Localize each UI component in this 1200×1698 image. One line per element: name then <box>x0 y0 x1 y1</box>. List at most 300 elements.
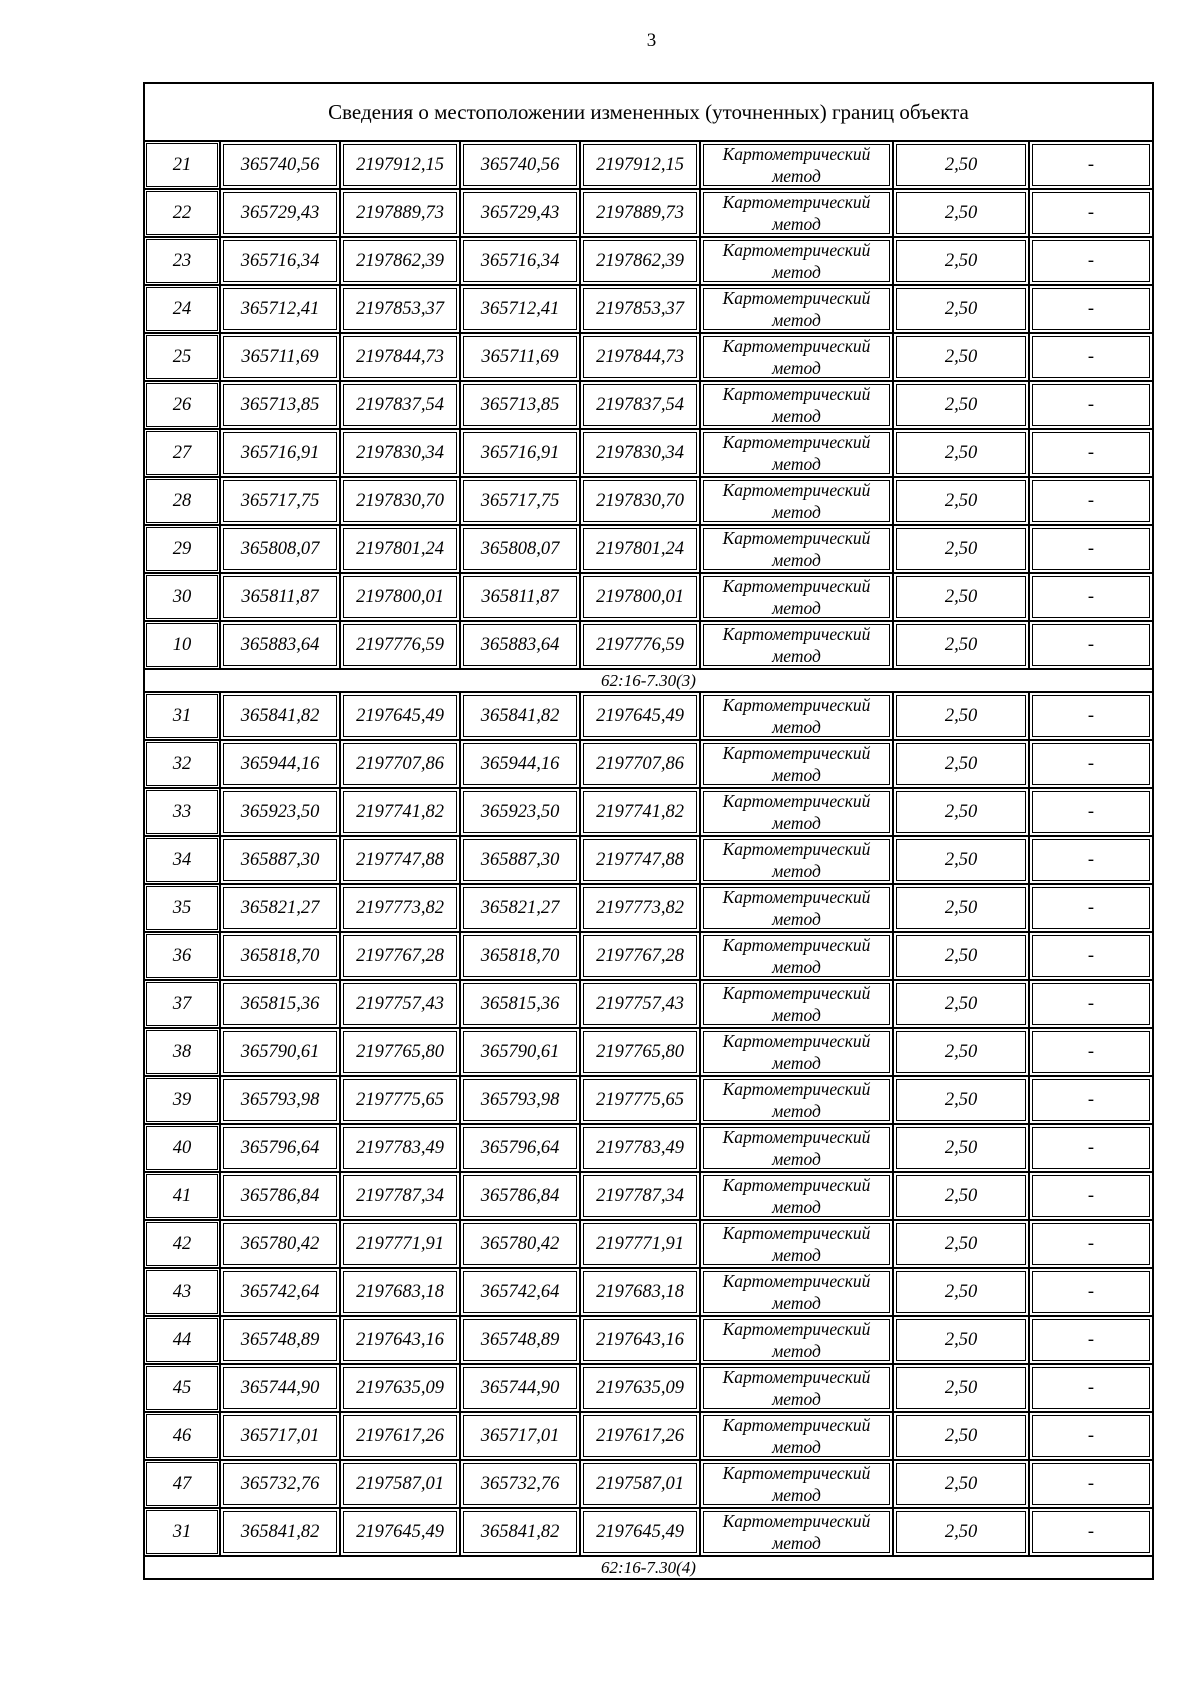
accuracy-cell: 2,50 <box>893 621 1029 669</box>
method-text: метод <box>772 861 821 881</box>
table-row <box>144 788 1153 836</box>
method-text: Картометрический <box>722 791 871 811</box>
method-text: метод <box>772 1293 821 1313</box>
description-cell: - <box>1029 1268 1153 1316</box>
method-text: Картометрический <box>722 1367 871 1387</box>
y-refined-cell: 2197862,39 <box>580 237 700 285</box>
method-text: Картометрический <box>722 743 871 763</box>
y-refined-cell: 2197757,43 <box>580 980 700 1028</box>
table-row <box>144 141 1153 189</box>
table-row <box>144 836 1153 884</box>
method-text: метод <box>772 454 821 474</box>
y-existing-cell: 2197844,73 <box>340 333 460 381</box>
point-number-cell: 35 <box>144 884 220 932</box>
y-existing-cell: 2197587,01 <box>340 1460 460 1508</box>
description-cell: - <box>1029 980 1153 1028</box>
accuracy-cell: 2,50 <box>893 932 1029 980</box>
x-existing-cell: 365716,34 <box>220 237 340 285</box>
method-cell <box>700 525 893 573</box>
table-row <box>144 525 1153 573</box>
x-refined-cell: 365796,64 <box>460 1124 580 1172</box>
x-existing-cell: 365712,41 <box>220 285 340 333</box>
x-existing-cell: 365790,61 <box>220 1028 340 1076</box>
y-refined-cell: 2197645,49 <box>580 1508 700 1556</box>
point-number-cell: 46 <box>144 1412 220 1460</box>
accuracy-cell: 2,50 <box>893 525 1029 573</box>
section-label: 62:16-7.30(4) <box>144 1556 1153 1579</box>
x-existing-cell: 365796,64 <box>220 1124 340 1172</box>
method-text: метод <box>772 1437 821 1457</box>
x-existing-cell: 365944,16 <box>220 740 340 788</box>
x-existing-cell: 365793,98 <box>220 1076 340 1124</box>
point-number-cell: 23 <box>144 237 220 285</box>
x-refined-cell: 365711,69 <box>460 333 580 381</box>
point-number-cell: 43 <box>144 1268 220 1316</box>
method-text: Картометрический <box>722 1319 871 1339</box>
x-refined-cell: 365923,50 <box>460 788 580 836</box>
accuracy-cell: 2,50 <box>893 1412 1029 1460</box>
y-refined-cell: 2197853,37 <box>580 285 700 333</box>
method-cell <box>700 1508 893 1556</box>
method-text: метод <box>772 1197 821 1217</box>
description-cell: - <box>1029 189 1153 237</box>
x-existing-cell: 365815,36 <box>220 980 340 1028</box>
method-cell <box>700 1316 893 1364</box>
description-cell: - <box>1029 692 1153 740</box>
method-text: метод <box>772 957 821 977</box>
method-cell <box>700 1076 893 1124</box>
x-refined-cell: 365944,16 <box>460 740 580 788</box>
y-refined-cell: 2197773,82 <box>580 884 700 932</box>
point-number-cell: 39 <box>144 1076 220 1124</box>
method-text: метод <box>772 1053 821 1073</box>
method-cell <box>700 740 893 788</box>
method-text: метод <box>772 1149 821 1169</box>
method-cell <box>700 1268 893 1316</box>
y-existing-cell: 2197853,37 <box>340 285 460 333</box>
x-existing-cell: 365841,82 <box>220 692 340 740</box>
x-existing-cell: 365818,70 <box>220 932 340 980</box>
accuracy-cell: 2,50 <box>893 189 1029 237</box>
y-existing-cell: 2197912,15 <box>340 141 460 189</box>
table-row <box>144 1076 1153 1124</box>
y-existing-cell: 2197801,24 <box>340 525 460 573</box>
description-cell: - <box>1029 237 1153 285</box>
method-cell <box>700 788 893 836</box>
x-refined-cell: 365713,85 <box>460 381 580 429</box>
method-text: Картометрический <box>722 576 871 596</box>
table-row <box>144 884 1153 932</box>
y-refined-cell: 2197889,73 <box>580 189 700 237</box>
x-existing-cell: 365742,64 <box>220 1268 340 1316</box>
y-refined-cell: 2197830,70 <box>580 477 700 525</box>
accuracy-cell: 2,50 <box>893 1076 1029 1124</box>
y-existing-cell: 2197767,28 <box>340 932 460 980</box>
x-existing-cell: 365887,30 <box>220 836 340 884</box>
table-row <box>144 621 1153 669</box>
y-refined-cell: 2197741,82 <box>580 788 700 836</box>
x-refined-cell: 365780,42 <box>460 1220 580 1268</box>
method-text: метод <box>772 813 821 833</box>
method-text: Картометрический <box>722 1031 871 1051</box>
table-row <box>144 932 1153 980</box>
method-text: Картометрический <box>722 1511 871 1531</box>
y-existing-cell: 2197776,59 <box>340 621 460 669</box>
y-refined-cell: 2197912,15 <box>580 141 700 189</box>
method-text: Картометрический <box>722 935 871 955</box>
x-existing-cell: 365716,91 <box>220 429 340 477</box>
description-cell: - <box>1029 788 1153 836</box>
method-cell <box>700 1364 893 1412</box>
method-text: Картометрический <box>722 983 871 1003</box>
method-cell <box>700 1412 893 1460</box>
accuracy-cell: 2,50 <box>893 141 1029 189</box>
description-cell: - <box>1029 525 1153 573</box>
accuracy-cell: 2,50 <box>893 237 1029 285</box>
x-existing-cell: 365883,64 <box>220 621 340 669</box>
description-cell: - <box>1029 740 1153 788</box>
description-cell: - <box>1029 621 1153 669</box>
description-cell: - <box>1029 1172 1153 1220</box>
method-cell <box>700 1124 893 1172</box>
y-existing-cell: 2197757,43 <box>340 980 460 1028</box>
accuracy-cell: 2,50 <box>893 333 1029 381</box>
method-text: Картометрический <box>722 432 871 452</box>
table-row <box>144 429 1153 477</box>
method-cell <box>700 1028 893 1076</box>
method-text: Картометрический <box>722 1223 871 1243</box>
point-number-cell: 41 <box>144 1172 220 1220</box>
method-text: метод <box>772 166 821 186</box>
y-refined-cell: 2197800,01 <box>580 573 700 621</box>
y-existing-cell: 2197741,82 <box>340 788 460 836</box>
y-refined-cell: 2197645,49 <box>580 692 700 740</box>
x-existing-cell: 365811,87 <box>220 573 340 621</box>
description-cell: - <box>1029 285 1153 333</box>
x-existing-cell: 365821,27 <box>220 884 340 932</box>
point-number-cell: 10 <box>144 621 220 669</box>
method-text: Картометрический <box>722 1463 871 1483</box>
x-existing-cell: 365711,69 <box>220 333 340 381</box>
method-text: метод <box>772 909 821 929</box>
page-number: 3 <box>646 30 657 51</box>
accuracy-cell: 2,50 <box>893 836 1029 884</box>
y-refined-cell: 2197830,34 <box>580 429 700 477</box>
x-refined-cell: 365742,64 <box>460 1268 580 1316</box>
method-cell <box>700 573 893 621</box>
method-text: Картометрический <box>722 1127 871 1147</box>
accuracy-cell: 2,50 <box>893 477 1029 525</box>
x-existing-cell: 365780,42 <box>220 1220 340 1268</box>
table-row <box>144 381 1153 429</box>
point-number-cell: 33 <box>144 788 220 836</box>
x-refined-cell: 365793,98 <box>460 1076 580 1124</box>
method-text: метод <box>772 550 821 570</box>
section-row <box>144 669 1153 692</box>
point-number-cell: 30 <box>144 573 220 621</box>
method-cell <box>700 836 893 884</box>
x-existing-cell: 365717,01 <box>220 1412 340 1460</box>
table-body <box>144 83 1153 1579</box>
table-row <box>144 1028 1153 1076</box>
description-cell: - <box>1029 1460 1153 1508</box>
method-text: Картометрический <box>722 1415 871 1435</box>
method-cell <box>700 189 893 237</box>
table-row <box>144 1364 1153 1412</box>
description-cell: - <box>1029 932 1153 980</box>
method-cell <box>700 141 893 189</box>
y-existing-cell: 2197830,34 <box>340 429 460 477</box>
x-refined-cell: 365790,61 <box>460 1028 580 1076</box>
point-number-cell: 36 <box>144 932 220 980</box>
accuracy-cell: 2,50 <box>893 429 1029 477</box>
y-existing-cell: 2197617,26 <box>340 1412 460 1460</box>
accuracy-cell: 2,50 <box>893 980 1029 1028</box>
y-existing-cell: 2197643,16 <box>340 1316 460 1364</box>
x-refined-cell: 365748,89 <box>460 1316 580 1364</box>
table-row <box>144 1316 1153 1364</box>
method-text: метод <box>772 406 821 426</box>
accuracy-cell: 2,50 <box>893 573 1029 621</box>
method-cell <box>700 237 893 285</box>
method-text: Картометрический <box>722 1271 871 1291</box>
point-number-cell: 31 <box>144 1508 220 1556</box>
x-refined-cell: 365821,27 <box>460 884 580 932</box>
table-row <box>144 740 1153 788</box>
y-refined-cell: 2197635,09 <box>580 1364 700 1412</box>
x-existing-cell: 365713,85 <box>220 381 340 429</box>
table-row <box>144 333 1153 381</box>
x-refined-cell: 365716,34 <box>460 237 580 285</box>
point-number-cell: 45 <box>144 1364 220 1412</box>
description-cell: - <box>1029 1220 1153 1268</box>
method-text: метод <box>772 1533 821 1553</box>
x-existing-cell: 365923,50 <box>220 788 340 836</box>
description-cell: - <box>1029 1124 1153 1172</box>
method-text: Картометрический <box>722 839 871 859</box>
accuracy-cell: 2,50 <box>893 1460 1029 1508</box>
method-text: метод <box>772 1005 821 1025</box>
y-refined-cell: 2197587,01 <box>580 1460 700 1508</box>
description-cell: - <box>1029 836 1153 884</box>
description-cell: - <box>1029 1508 1153 1556</box>
method-cell <box>700 333 893 381</box>
y-refined-cell: 2197787,34 <box>580 1172 700 1220</box>
method-text: метод <box>772 1389 821 1409</box>
table-row <box>144 237 1153 285</box>
y-existing-cell: 2197645,49 <box>340 692 460 740</box>
y-refined-cell: 2197707,86 <box>580 740 700 788</box>
accuracy-cell: 2,50 <box>893 1316 1029 1364</box>
method-text: Картометрический <box>722 336 871 356</box>
accuracy-cell: 2,50 <box>893 381 1029 429</box>
method-text: Картометрический <box>722 144 871 164</box>
x-existing-cell: 365740,56 <box>220 141 340 189</box>
x-refined-cell: 365712,41 <box>460 285 580 333</box>
point-number-cell: 29 <box>144 525 220 573</box>
method-cell <box>700 980 893 1028</box>
method-text: метод <box>772 310 821 330</box>
point-number-cell: 47 <box>144 1460 220 1508</box>
y-existing-cell: 2197862,39 <box>340 237 460 285</box>
accuracy-cell: 2,50 <box>893 1220 1029 1268</box>
y-existing-cell: 2197635,09 <box>340 1364 460 1412</box>
method-text: Картометрический <box>722 695 871 715</box>
method-cell <box>700 1220 893 1268</box>
point-number-cell: 21 <box>144 141 220 189</box>
point-number-cell: 25 <box>144 333 220 381</box>
y-refined-cell: 2197767,28 <box>580 932 700 980</box>
description-cell: - <box>1029 333 1153 381</box>
table-row <box>144 1268 1153 1316</box>
point-number-cell: 24 <box>144 285 220 333</box>
table-title: Сведения о местоположении измененных (уточненных) границ объекта <box>144 83 1153 141</box>
accuracy-cell: 2,50 <box>893 1364 1029 1412</box>
accuracy-cell: 2,50 <box>893 285 1029 333</box>
description-cell: - <box>1029 1316 1153 1364</box>
accuracy-cell: 2,50 <box>893 788 1029 836</box>
x-refined-cell: 365841,82 <box>460 692 580 740</box>
y-existing-cell: 2197889,73 <box>340 189 460 237</box>
x-existing-cell: 365808,07 <box>220 525 340 573</box>
y-refined-cell: 2197783,49 <box>580 1124 700 1172</box>
x-refined-cell: 365716,91 <box>460 429 580 477</box>
x-refined-cell: 365717,75 <box>460 477 580 525</box>
method-cell <box>700 429 893 477</box>
y-existing-cell: 2197707,86 <box>340 740 460 788</box>
table-row <box>144 477 1153 525</box>
y-existing-cell: 2197775,65 <box>340 1076 460 1124</box>
method-text: метод <box>772 1101 821 1121</box>
y-existing-cell: 2197837,54 <box>340 381 460 429</box>
y-existing-cell: 2197765,80 <box>340 1028 460 1076</box>
point-number-cell: 31 <box>144 692 220 740</box>
y-refined-cell: 2197643,16 <box>580 1316 700 1364</box>
y-existing-cell: 2197787,34 <box>340 1172 460 1220</box>
method-text: метод <box>772 502 821 522</box>
x-existing-cell: 365748,89 <box>220 1316 340 1364</box>
x-existing-cell: 365744,90 <box>220 1364 340 1412</box>
x-refined-cell: 365883,64 <box>460 621 580 669</box>
description-cell: - <box>1029 1364 1153 1412</box>
accuracy-cell: 2,50 <box>893 1508 1029 1556</box>
y-refined-cell: 2197775,65 <box>580 1076 700 1124</box>
method-cell <box>700 1172 893 1220</box>
description-cell: - <box>1029 1028 1153 1076</box>
coordinates-table <box>143 82 1154 1580</box>
accuracy-cell: 2,50 <box>893 1172 1029 1220</box>
y-refined-cell: 2197837,54 <box>580 381 700 429</box>
method-text: Картометрический <box>722 624 871 644</box>
accuracy-cell: 2,50 <box>893 884 1029 932</box>
description-cell: - <box>1029 1412 1153 1460</box>
method-cell <box>700 285 893 333</box>
y-existing-cell: 2197830,70 <box>340 477 460 525</box>
table-row <box>144 980 1153 1028</box>
y-existing-cell: 2197773,82 <box>340 884 460 932</box>
x-refined-cell: 365744,90 <box>460 1364 580 1412</box>
y-refined-cell: 2197747,88 <box>580 836 700 884</box>
point-number-cell: 34 <box>144 836 220 884</box>
x-refined-cell: 365729,43 <box>460 189 580 237</box>
method-text: Картометрический <box>722 240 871 260</box>
method-cell <box>700 692 893 740</box>
point-number-cell: 27 <box>144 429 220 477</box>
x-existing-cell: 365841,82 <box>220 1508 340 1556</box>
y-refined-cell: 2197683,18 <box>580 1268 700 1316</box>
y-existing-cell: 2197800,01 <box>340 573 460 621</box>
table-row <box>144 692 1153 740</box>
x-existing-cell: 365717,75 <box>220 477 340 525</box>
method-text: Картометрический <box>722 192 871 212</box>
x-refined-cell: 365808,07 <box>460 525 580 573</box>
method-text: метод <box>772 765 821 785</box>
point-number-cell: 28 <box>144 477 220 525</box>
accuracy-cell: 2,50 <box>893 1124 1029 1172</box>
section-row <box>144 1556 1153 1579</box>
x-existing-cell: 365729,43 <box>220 189 340 237</box>
accuracy-cell: 2,50 <box>893 692 1029 740</box>
table-row <box>144 189 1153 237</box>
y-existing-cell: 2197771,91 <box>340 1220 460 1268</box>
table-row <box>144 285 1153 333</box>
x-refined-cell: 365887,30 <box>460 836 580 884</box>
table-row <box>144 1172 1153 1220</box>
table-row <box>144 1508 1153 1556</box>
method-text: метод <box>772 358 821 378</box>
y-refined-cell: 2197844,73 <box>580 333 700 381</box>
x-refined-cell: 365717,01 <box>460 1412 580 1460</box>
x-refined-cell: 365815,36 <box>460 980 580 1028</box>
method-cell <box>700 1460 893 1508</box>
method-text: метод <box>772 1485 821 1505</box>
y-existing-cell: 2197747,88 <box>340 836 460 884</box>
description-cell: - <box>1029 429 1153 477</box>
y-existing-cell: 2197683,18 <box>340 1268 460 1316</box>
table-row <box>144 1220 1153 1268</box>
point-number-cell: 37 <box>144 980 220 1028</box>
description-cell: - <box>1029 884 1153 932</box>
method-cell <box>700 884 893 932</box>
method-text: метод <box>772 717 821 737</box>
y-existing-cell: 2197645,49 <box>340 1508 460 1556</box>
x-existing-cell: 365786,84 <box>220 1172 340 1220</box>
method-text: метод <box>772 1245 821 1265</box>
table-row <box>144 1412 1153 1460</box>
accuracy-cell: 2,50 <box>893 1268 1029 1316</box>
x-refined-cell: 365818,70 <box>460 932 580 980</box>
method-cell <box>700 381 893 429</box>
x-refined-cell: 365732,76 <box>460 1460 580 1508</box>
method-text: Картометрический <box>722 480 871 500</box>
y-refined-cell: 2197617,26 <box>580 1412 700 1460</box>
section-label: 62:16-7.30(3) <box>144 669 1153 692</box>
point-number-cell: 22 <box>144 189 220 237</box>
method-text: Картометрический <box>722 528 871 548</box>
description-cell: - <box>1029 1076 1153 1124</box>
table-row <box>144 1460 1153 1508</box>
x-existing-cell: 365732,76 <box>220 1460 340 1508</box>
method-cell <box>700 477 893 525</box>
method-text: Картометрический <box>722 288 871 308</box>
description-cell: - <box>1029 141 1153 189</box>
method-text: Картометрический <box>722 1175 871 1195</box>
description-cell: - <box>1029 573 1153 621</box>
point-number-cell: 32 <box>144 740 220 788</box>
x-refined-cell: 365786,84 <box>460 1172 580 1220</box>
x-refined-cell: 365841,82 <box>460 1508 580 1556</box>
point-number-cell: 42 <box>144 1220 220 1268</box>
